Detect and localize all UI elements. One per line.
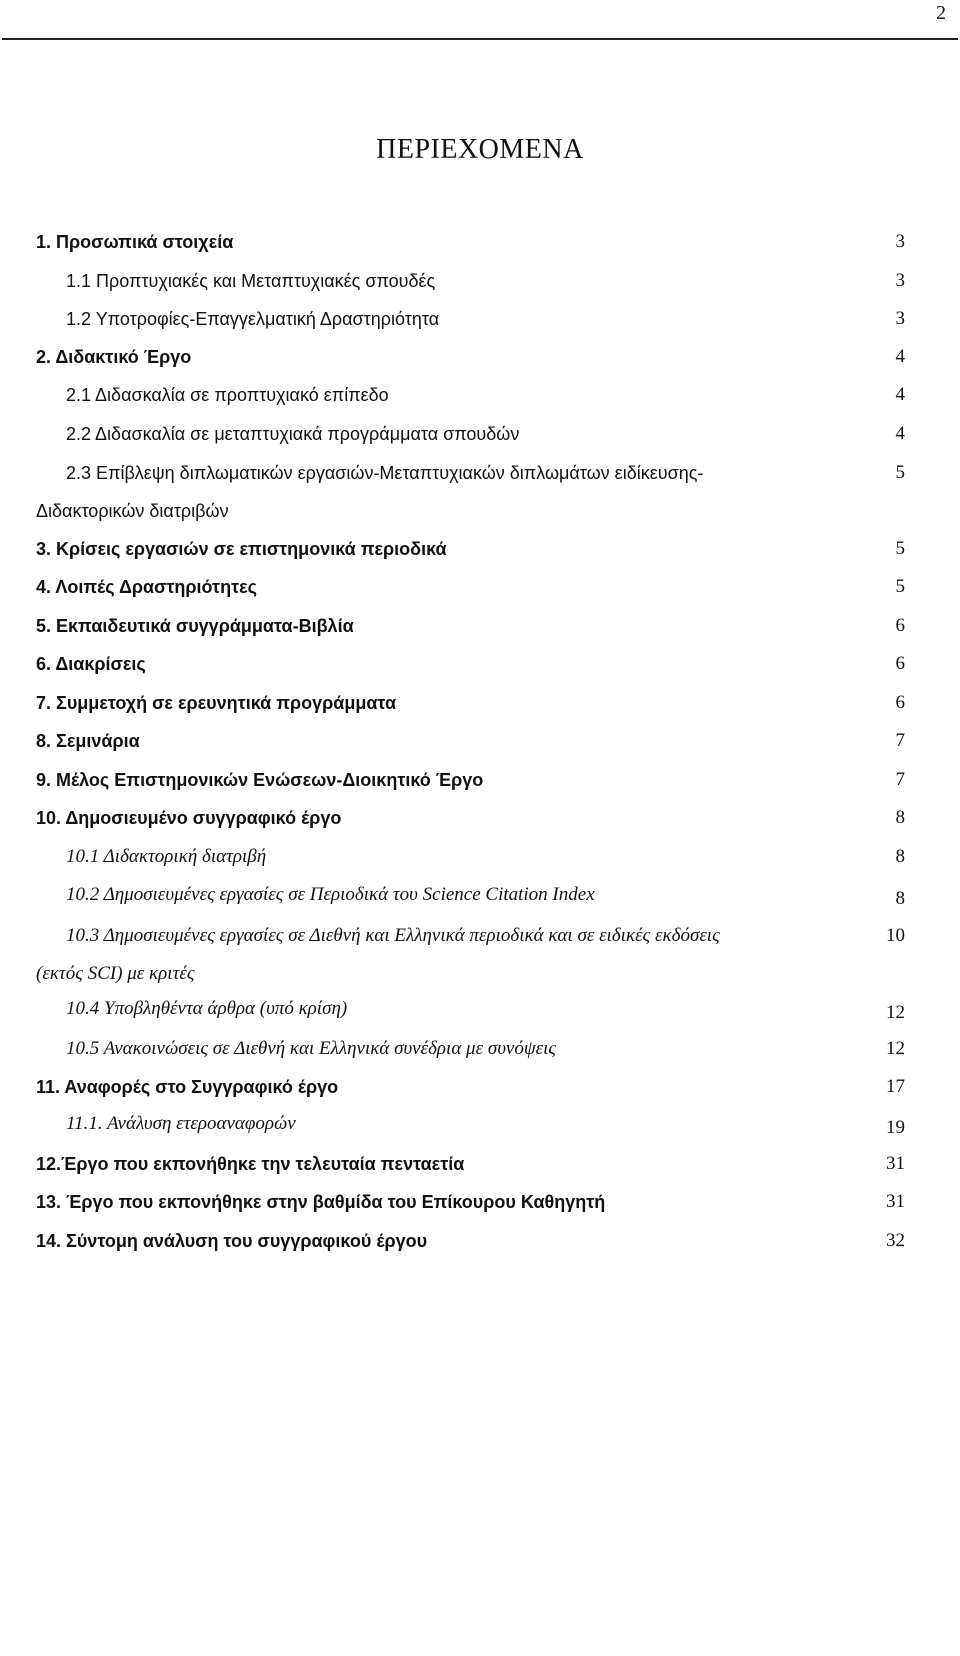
toc-entry-page: 32 <box>886 1230 905 1251</box>
toc-entry-text: 10. Δημοσιευμένο συγγραφικό έργο <box>36 808 342 828</box>
toc-entry-text: 2.2 Διδασκαλία σε μεταπτυχιακά προγράμματα σπουδών <box>66 424 520 444</box>
toc-entry-text: 10.1 Διδακτορική διατριβή <box>66 846 267 867</box>
toc-entry-text: 1.1 Προπτυχιακές και Μεταπτυχιακές σπουδές <box>66 271 436 291</box>
toc-entry-text: 13. Έργο που εκπονήθηκε στην βαθμίδα του Επίκουρου Καθηγητή <box>36 1192 606 1212</box>
toc-entry-page: 4 <box>895 423 905 444</box>
toc-entry-text: 2.3 Επίβλεψη διπλωματικών εργασιών-Μεταπτυχιακών διπλωμάτων ειδίκευσης- <box>66 463 704 483</box>
toc-entry-page: 4 <box>895 384 905 405</box>
toc-entry-page: 8 <box>895 888 905 909</box>
toc-entry-text: 1.2 Υποτροφίες-Επαγγελματική Δραστηριότητα <box>66 309 440 329</box>
toc-entry-page: 5 <box>895 462 905 483</box>
toc-entry-page: 5 <box>895 576 905 597</box>
toc-entry-text: 9. Μέλος Επιστημονικών Ενώσεων-Διοικητικό Έργο <box>36 770 484 790</box>
toc-entry-page: 31 <box>886 1191 905 1212</box>
toc-entry-continuation-text: (εκτός SCI) με κριτές <box>36 963 195 984</box>
toc-entry-text: 10.5 Ανακοινώσεις σε Διεθνή και Ελληνικά συνέδρια με συνόψεις <box>66 1038 557 1059</box>
toc-entry-page: 6 <box>895 653 905 674</box>
toc-entry-text: 11. Αναφορές στο Συγγραφικό έργο <box>36 1077 339 1097</box>
toc-entry-page: 3 <box>895 308 905 329</box>
toc-entry-page: 8 <box>895 846 905 867</box>
toc-entry-text: 7. Συμμετοχή σε ερευνητικά προγράμματα <box>36 693 397 713</box>
toc-entry-page: 4 <box>895 346 905 367</box>
toc-entry-page: 8 <box>895 807 905 828</box>
toc-entry-page: 6 <box>895 692 905 713</box>
toc-entry-text: 8. Σεμινάρια <box>36 731 140 751</box>
toc-entry-continuation-text: Διδακτορικών διατριβών <box>36 501 229 521</box>
toc-entry-text: 14. Σύντομη ανάλυση του συγγραφικού έργου <box>36 1231 428 1251</box>
toc-entry-text: 1. Προσωπικά στοιχεία <box>36 232 234 252</box>
toc-entry-text: 4. Λοιπές Δραστηριότητες <box>36 577 258 597</box>
toc-entry-page: 10 <box>886 925 905 946</box>
toc-entry-text: 3. Κρίσεις εργασιών σε επιστημονικά περιοδικά <box>36 539 447 559</box>
toc-entry-text: 10.2 Δημοσιευμένες εργασίες σε Περιοδικά του Science Citation Index <box>66 884 595 905</box>
toc-entry-page: 6 <box>895 615 905 636</box>
toc-entry-text: 11.1. Ανάλυση ετεροαναφορών <box>66 1113 296 1134</box>
toc-entry-text: 6. Διακρίσεις <box>36 654 146 674</box>
toc-entry-page: 19 <box>886 1117 905 1138</box>
toc-entry-text: 10.4 Υποβληθέντα άρθρα (υπό κρίση) <box>66 998 348 1019</box>
page-number: 2 <box>936 2 946 24</box>
toc-entry-page: 17 <box>886 1076 905 1097</box>
toc-entry-page: 3 <box>895 270 905 291</box>
header-rule <box>2 38 958 40</box>
toc-entry-page: 7 <box>895 769 905 790</box>
toc-entry-text: 10.3 Δημοσιευμένες εργασίες σε Διεθνή και Ελληνικά περιοδικά και σε ειδικές εκδόσεις <box>66 925 720 946</box>
toc-entry-page: 12 <box>886 1038 905 1059</box>
toc-entry-page: 31 <box>886 1153 905 1174</box>
toc-entry-page: 7 <box>895 730 905 751</box>
toc-entry-page: 3 <box>895 231 905 252</box>
page-title: ΠΕΡΙΕΧΟΜΕΝΑ <box>376 134 584 165</box>
toc-entry-text: 12.Έργο που εκπονήθηκε την τελευταία πενταετία <box>36 1154 465 1174</box>
toc-entry-page: 12 <box>886 1002 905 1023</box>
toc-entry-text: 5. Εκπαιδευτικά συγγράμματα-Βιβλία <box>36 616 354 636</box>
toc-entry-page: 5 <box>895 538 905 559</box>
toc-entry-text: 2. Διδακτικό Έργο <box>36 347 192 367</box>
toc-entry-text: 2.1 Διδασκαλία σε προπτυχιακό επίπεδο <box>66 385 389 405</box>
